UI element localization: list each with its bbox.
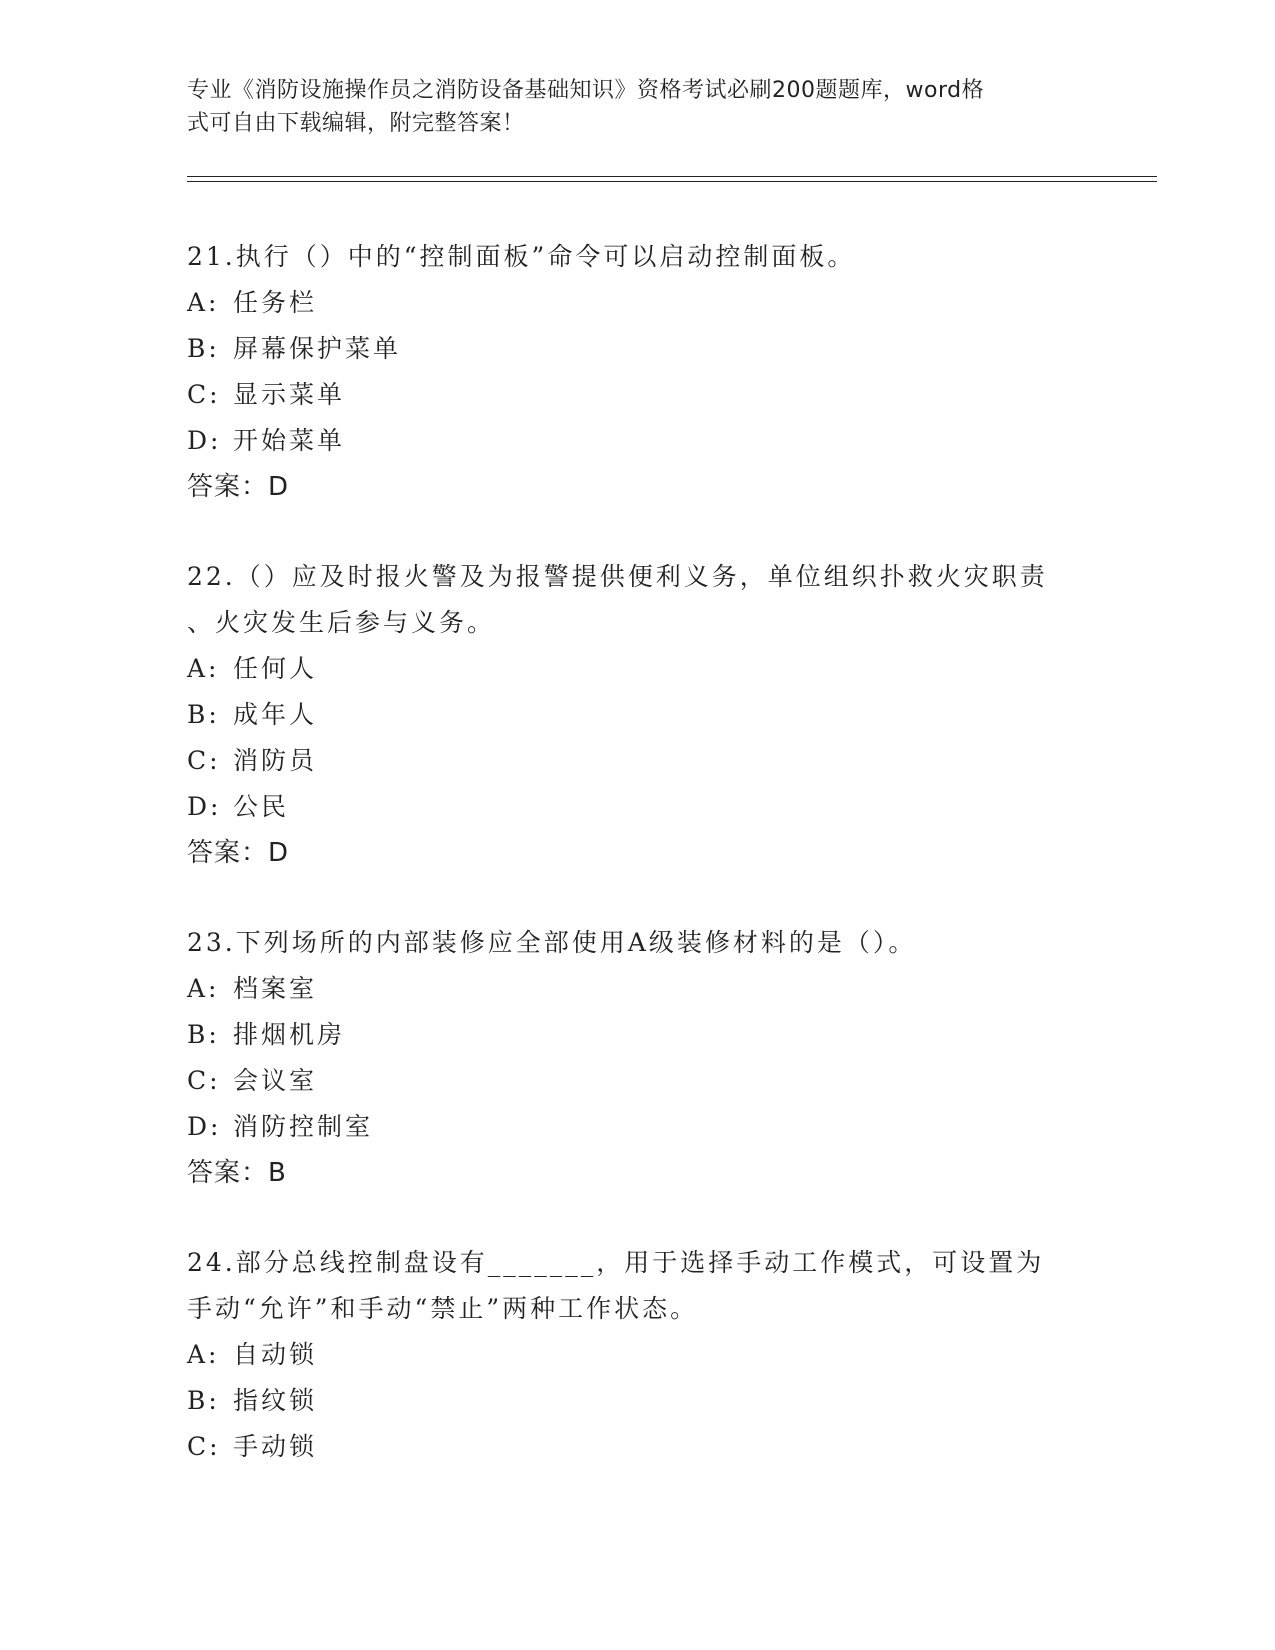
option-text: 任务栏 [233,288,318,317]
option-letter: C: [187,1432,221,1461]
option-text: 消防员 [233,746,318,775]
document-header [187,74,1067,140]
option-text: 开始菜单 [233,426,346,455]
option-letter: A: [187,974,220,1003]
option-letter: C: [187,380,221,409]
option-text: 任何人 [233,654,318,683]
option-letter: D: [187,426,222,455]
header-line-2: 式可自由下载编辑，附完整答案！ [187,111,525,136]
question-22 [187,554,1087,876]
option-letter: B: [187,1020,220,1049]
option-text: 公民 [233,792,290,821]
answer-label: 答案：D [187,838,290,868]
option-text: 排烟机房 [233,1020,346,1049]
option-a [187,966,1087,1012]
header-line-1: 专业《消防设施操作员之消防设备基础知识》资格考试必刷200题题库，word格 [187,78,985,103]
option-text: 消防控制室 [233,1112,374,1141]
question-text: 21.执行（）中的“控制面板”命令可以启动控制面板。 [187,242,856,271]
question-text: 24.部分总线控制盘设有_______，用于选择手动工作模式，可设置为 [187,1248,1045,1277]
option-text: 成年人 [233,700,318,729]
option-b [187,1378,1087,1424]
option-text: 指纹锁 [233,1386,318,1415]
answer-label: 答案：B [187,1158,287,1188]
option-text: 自动锁 [233,1340,318,1369]
option-b [187,326,1087,372]
option-letter: C: [187,1066,221,1095]
option-letter: A: [187,654,220,683]
option-text: 显示菜单 [233,380,346,409]
option-text: 档案室 [233,974,318,1003]
option-letter: C: [187,746,221,775]
option-letter: D: [187,792,222,821]
option-text: 屏幕保护菜单 [233,334,402,363]
option-d [187,1104,1087,1150]
option-d [187,784,1087,830]
option-b [187,692,1087,738]
question-text-continued: 手动“允许”和手动“禁止”两种工作状态。 [187,1294,699,1323]
option-text: 手动锁 [233,1432,318,1461]
option-text: 会议室 [233,1066,318,1095]
question-24 [187,1240,1087,1470]
option-b [187,1012,1087,1058]
option-c [187,1424,1087,1470]
option-a [187,646,1087,692]
question-21 [187,234,1087,510]
question-text: 22.（）应及时报火警及为报警提供便利义务，单位组织扑救火灾职责 [187,562,1048,591]
question-text: 23.下列场所的内部装修应全部使用A级装修材料的是（）。 [187,928,917,957]
option-letter: A: [187,1340,220,1369]
option-c [187,372,1087,418]
option-c [187,1058,1087,1104]
question-23 [187,920,1087,1196]
question-text-continued: 、火灾发生后参与义务。 [187,608,496,637]
option-letter: B: [187,700,220,729]
question-list [187,234,1087,1514]
header-divider-top [187,176,1157,177]
option-letter: B: [187,334,220,363]
option-letter: B: [187,1386,220,1415]
answer-label: 答案：D [187,472,290,502]
option-c [187,738,1087,784]
option-letter: D: [187,1112,222,1141]
option-a [187,280,1087,326]
option-a [187,1332,1087,1378]
option-letter: A: [187,288,220,317]
header-divider-bottom [187,181,1157,182]
option-d [187,418,1087,464]
